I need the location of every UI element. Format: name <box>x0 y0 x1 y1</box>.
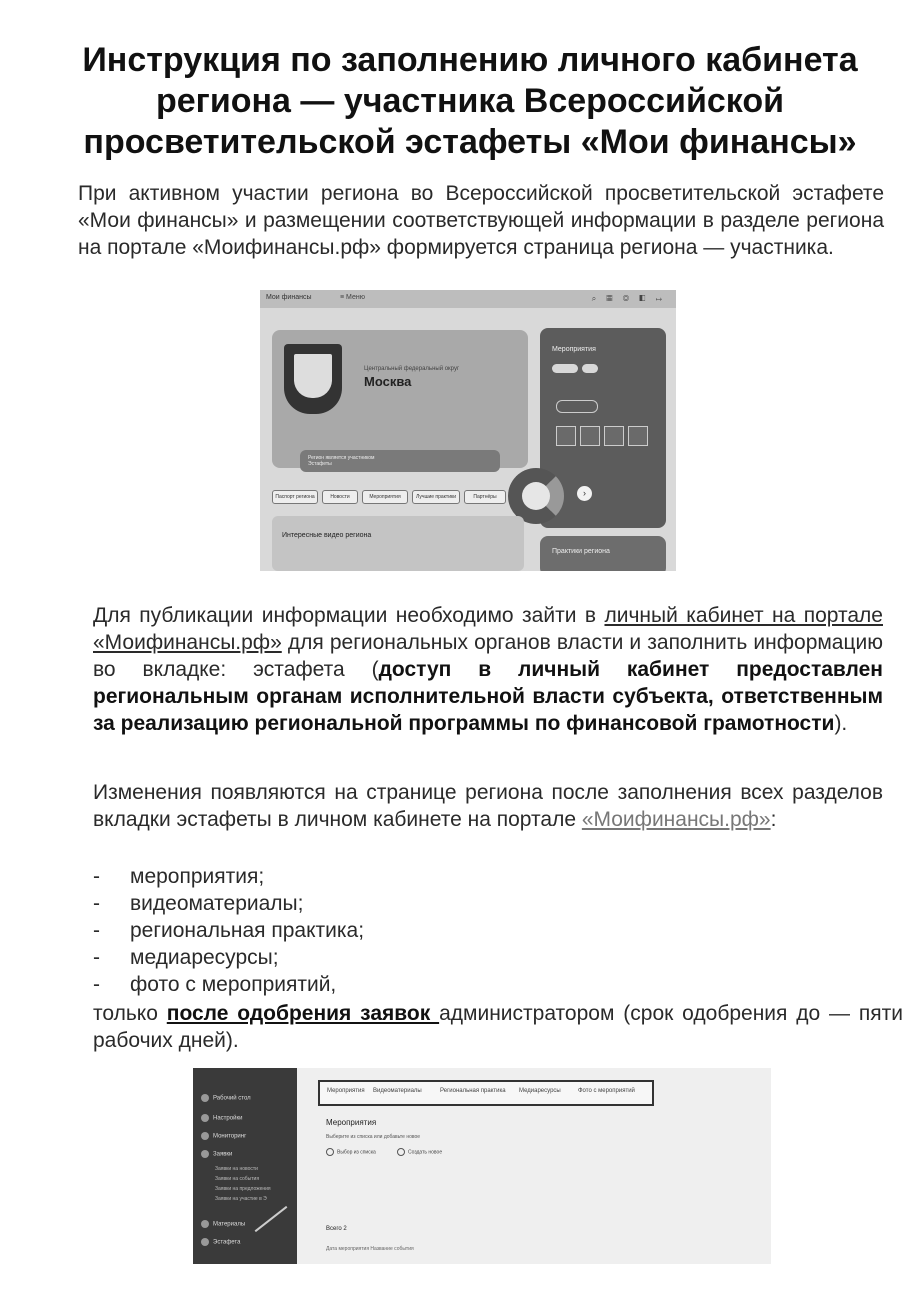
folder-icon <box>201 1220 209 1228</box>
intro-paragraph: При активном участии региона во Всероссийской просветительской эстафете «Мои финансы» и размещении соответствующей информации в разделе региона на портале «Моифинансы.рф» формируется страница региона — участника. <box>78 182 884 259</box>
list-item: - фото с мероприятий, <box>93 973 337 996</box>
region-district: Центральный федеральный округ <box>364 366 460 372</box>
tab-videos: Видеоматериалы <box>373 1088 422 1094</box>
cabinet-screenshot <box>193 1068 771 1264</box>
region-tab: Лучшие практики <box>412 490 460 504</box>
sidebar-item: Эстафета <box>201 1238 240 1246</box>
region-tab: Новости <box>322 490 358 504</box>
total-count: Всего 2 <box>326 1226 347 1232</box>
filter-pill <box>552 364 578 373</box>
list-item: - региональная практика; <box>93 919 365 942</box>
list-icon <box>201 1150 209 1158</box>
event-tile <box>580 426 600 446</box>
sidebar-item: Мониторинг <box>201 1132 246 1140</box>
sidebar-item: Заявки <box>201 1150 232 1158</box>
list-item: - мероприятия; <box>93 865 265 888</box>
event-tile <box>604 426 624 446</box>
gear-icon <box>201 1114 209 1122</box>
region-name: Москва <box>364 374 412 389</box>
region-tab: Паспорт региона <box>272 490 318 504</box>
videos-section-title: Интересные видео региона <box>282 532 372 539</box>
relay-icon <box>201 1238 209 1246</box>
event-tile <box>628 426 648 446</box>
region-tab: Мероприятия <box>362 490 408 504</box>
next-arrow-icon: › <box>577 486 592 501</box>
radio-from-list: Выбор из списка <box>326 1148 376 1156</box>
tab-photos: Фото с мероприятий <box>578 1088 635 1094</box>
tab-events: Мероприятия <box>327 1088 365 1094</box>
sidebar-subitem: Заявки на новости <box>215 1166 258 1172</box>
filter-pill <box>582 364 598 373</box>
list-item: - медиаресурсы; <box>93 946 279 969</box>
sidebar-subitem: Заявки на предложения <box>215 1186 271 1192</box>
practices-card-title: Практики региона <box>552 548 610 555</box>
section-heading: Мероприятия <box>326 1118 377 1127</box>
region-page-screenshot <box>260 290 676 571</box>
events-card-title: Мероприятия <box>552 346 596 353</box>
sidebar-subitem: Заявки на участие в Э <box>215 1196 267 1202</box>
radio-create-new: Создать новое <box>397 1148 442 1156</box>
approval-link[interactable]: после одобрения заявок <box>166 1002 440 1025</box>
changes-paragraph: Изменения появляются на странице региона после заполнения всех разделов вкладки эстафеты в личном кабинете на портале «Моифинансы.рф»: <box>93 781 883 831</box>
sidebar-item: Материалы <box>201 1220 245 1228</box>
dashboard-icon <box>201 1094 209 1102</box>
tab-media: Медиаресурсы <box>519 1088 561 1094</box>
cabinet-link[interactable]: личный кабинет на портале «Моифинансы.рф» <box>93 604 883 654</box>
sidebar-subitem: Заявки на события <box>215 1176 260 1182</box>
section-hint: Выберите из списка или добавьте новое <box>326 1134 421 1140</box>
access-paragraph: Для публикации информации необходимо зайти в личный кабинет на портале «Моифинансы.рф» для региональных органов власти и заполнить информацию во вкладке: эстафета (доступ в личный кабинет предоставлен региональным органам исполнительной власти субъекта, ответственным за реализацию региональной программы по финансовой грамотности). <box>93 604 883 735</box>
region-tabs <box>272 490 512 504</box>
access-note: доступ в личный кабинет предоставлен региональным органам исполнительной власти субъекта, ответственным за реализацию региональной программы по финансовой грамотности <box>93 658 883 735</box>
document-title: Инструкция по заполнению личного кабинета региона — участника Всероссийской просветительской эстафеты «Мои финансы» <box>82 41 858 161</box>
sidebar-item: Рабочий стол <box>201 1094 251 1102</box>
participant-strip-text: Регион является участником Эстафеты <box>308 455 375 467</box>
region-tab: Партнёры <box>464 490 506 504</box>
event-tile <box>556 426 576 446</box>
site-menu: ≡ Меню <box>340 294 365 301</box>
sections-list <box>93 863 364 998</box>
list-item: - видеоматериалы; <box>93 892 304 915</box>
tab-practice: Региональная практика <box>440 1088 506 1094</box>
approval-paragraph: только после одобрения заявок администратором (срок одобрения до — пяти рабочих дней). <box>93 1002 904 1052</box>
table-header-row: Дата мероприятия Название события <box>326 1246 414 1252</box>
sidebar-item: Настройки <box>201 1114 242 1122</box>
header-icons: ⌕ ▦ ◎ ◧ ↦ <box>591 294 666 303</box>
portal-link[interactable]: «Моифинансы.рф» <box>581 808 771 831</box>
events-card-button <box>556 400 598 413</box>
site-logo: Мои финансы <box>266 294 312 301</box>
coat-of-arms-icon <box>284 344 342 414</box>
grid-icon <box>201 1132 209 1140</box>
videos-section <box>272 516 524 571</box>
